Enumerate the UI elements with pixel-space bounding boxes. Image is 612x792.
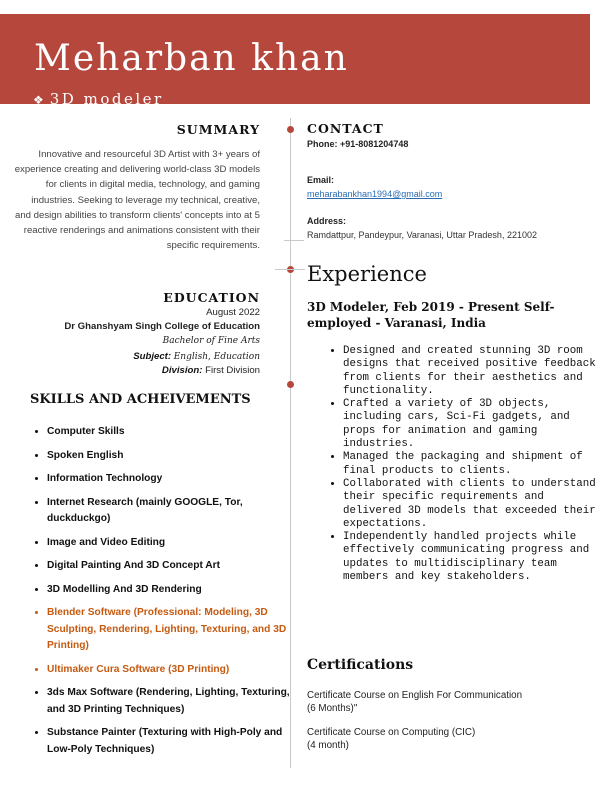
email-link[interactable]: meharabankhan1994@gmail.com	[307, 189, 443, 199]
experience-heading: Experience	[307, 262, 427, 286]
contact-phone	[307, 139, 408, 149]
phone-label: Phone:	[307, 139, 338, 149]
division-value: First Division	[205, 365, 260, 376]
skill-item: • Spoken English	[47, 448, 291, 465]
role-text: 3D modeler	[49, 90, 164, 108]
contact-address: Ramdattpur, Pandeypur, Varanasi, Uttar Pradesh, 221002	[307, 230, 537, 240]
experience-bullet: • Designed and created stunning 3D room designs that received positive feedback from clients for their aesthetics and functionality.	[343, 345, 605, 398]
candidate-name: Meharban khan	[34, 38, 349, 79]
timeline-dot	[287, 381, 294, 388]
divider-line	[284, 240, 304, 241]
education-college: Dr Ghanshyam Singh College of Education	[64, 321, 260, 332]
certification-name: Certificate Course on Computing (CIC)	[307, 727, 476, 738]
summary-text: Innovative and resourceful 3D Artist with 3+ years of experience creating and delivering world-class 3D models for clients in digital media, technology, and gaming industries. Seeking to leverage my technical, creative, and design abilities to transform clients' concepts into at 5 reactive renderings and animations consistent with their specific requirements.	[14, 149, 260, 252]
skill-item: • Internet Research (mainly GOOGLE, Tor, duckduckgo)	[47, 495, 291, 528]
education-subject	[14, 351, 260, 362]
education-degree: Bachelor of Fine Arts	[162, 336, 260, 346]
job-title: 3D Modeler, Feb 2019 - Present Self-employed - Varanasi, India	[307, 300, 555, 330]
divider-line	[275, 269, 305, 270]
timeline-dot	[287, 126, 294, 133]
skills-heading: SKILLS AND ACHEIVEMENTS	[30, 392, 251, 407]
education-heading: EDUCATION	[163, 290, 260, 305]
experience-bullets	[325, 345, 605, 584]
contact-heading: CONTACT	[307, 121, 384, 136]
candidate-role	[33, 90, 164, 108]
skill-item: • 3ds Max Software (Rendering, Lighting, Texturing, and 3D Printing Techniques)	[47, 685, 291, 718]
experience-bullet: • Collaborated with clients to understand their specific requirements and delivered 3D models that exceeded their expectations.	[343, 478, 605, 531]
education-division	[14, 365, 260, 376]
certification-name: Certificate Course on English For Communication	[307, 690, 523, 701]
address-label: Address:	[307, 216, 347, 226]
skill-item: • Substance Painter (Texturing with High-Poly and Low-Poly Techniques)	[47, 725, 291, 758]
skill-item: • Digital Painting And 3D Concept Art	[47, 558, 291, 575]
skill-item-highlighted: • Blender Software (Professional: Modeling, 3D Sculpting, Rendering, Lighting, Texturing, and 3D Printing)	[47, 605, 291, 655]
certification-duration: (4 month)	[307, 739, 349, 751]
subject-label: Subject:	[133, 351, 172, 362]
email-label: Email:	[307, 175, 335, 185]
certifications-heading: Certifications	[307, 657, 414, 673]
skill-item: • 3D Modelling And 3D Rendering	[47, 582, 291, 599]
certification-duration: (6 Months)"	[307, 702, 358, 714]
phone-value: +91-8081204748	[340, 139, 409, 149]
experience-bullet: • Managed the packaging and shipment of final products to clients.	[343, 451, 605, 478]
education-date: August 2022	[206, 307, 260, 318]
experience-bullet: • Crafted a variety of 3D objects, including cars, Sci-Fi gadgets, and props for animation and gaming industries.	[343, 398, 605, 451]
summary-heading: SUMMARY	[176, 122, 260, 137]
diamond-bullet-icon: ❖	[33, 93, 44, 107]
skill-item: • Information Technology	[47, 471, 291, 488]
header-banner	[0, 14, 590, 108]
experience-bullet: • Independently handled projects while effectively communicating progress and updates to multidisciplinary team members and key stakeholders.	[343, 531, 605, 584]
certification-item	[307, 690, 577, 715]
subject-value: English, Education	[173, 352, 260, 362]
contact-email[interactable]	[307, 189, 442, 199]
skill-item: • Image and Video Editing	[47, 535, 291, 552]
skill-item-highlighted: • Ultimaker Cura Software (3D Printing)	[47, 662, 291, 679]
certification-item	[307, 727, 577, 752]
skills-list	[26, 424, 291, 765]
skill-item: • Computer Skills	[47, 424, 291, 441]
division-label: Division:	[161, 365, 203, 376]
